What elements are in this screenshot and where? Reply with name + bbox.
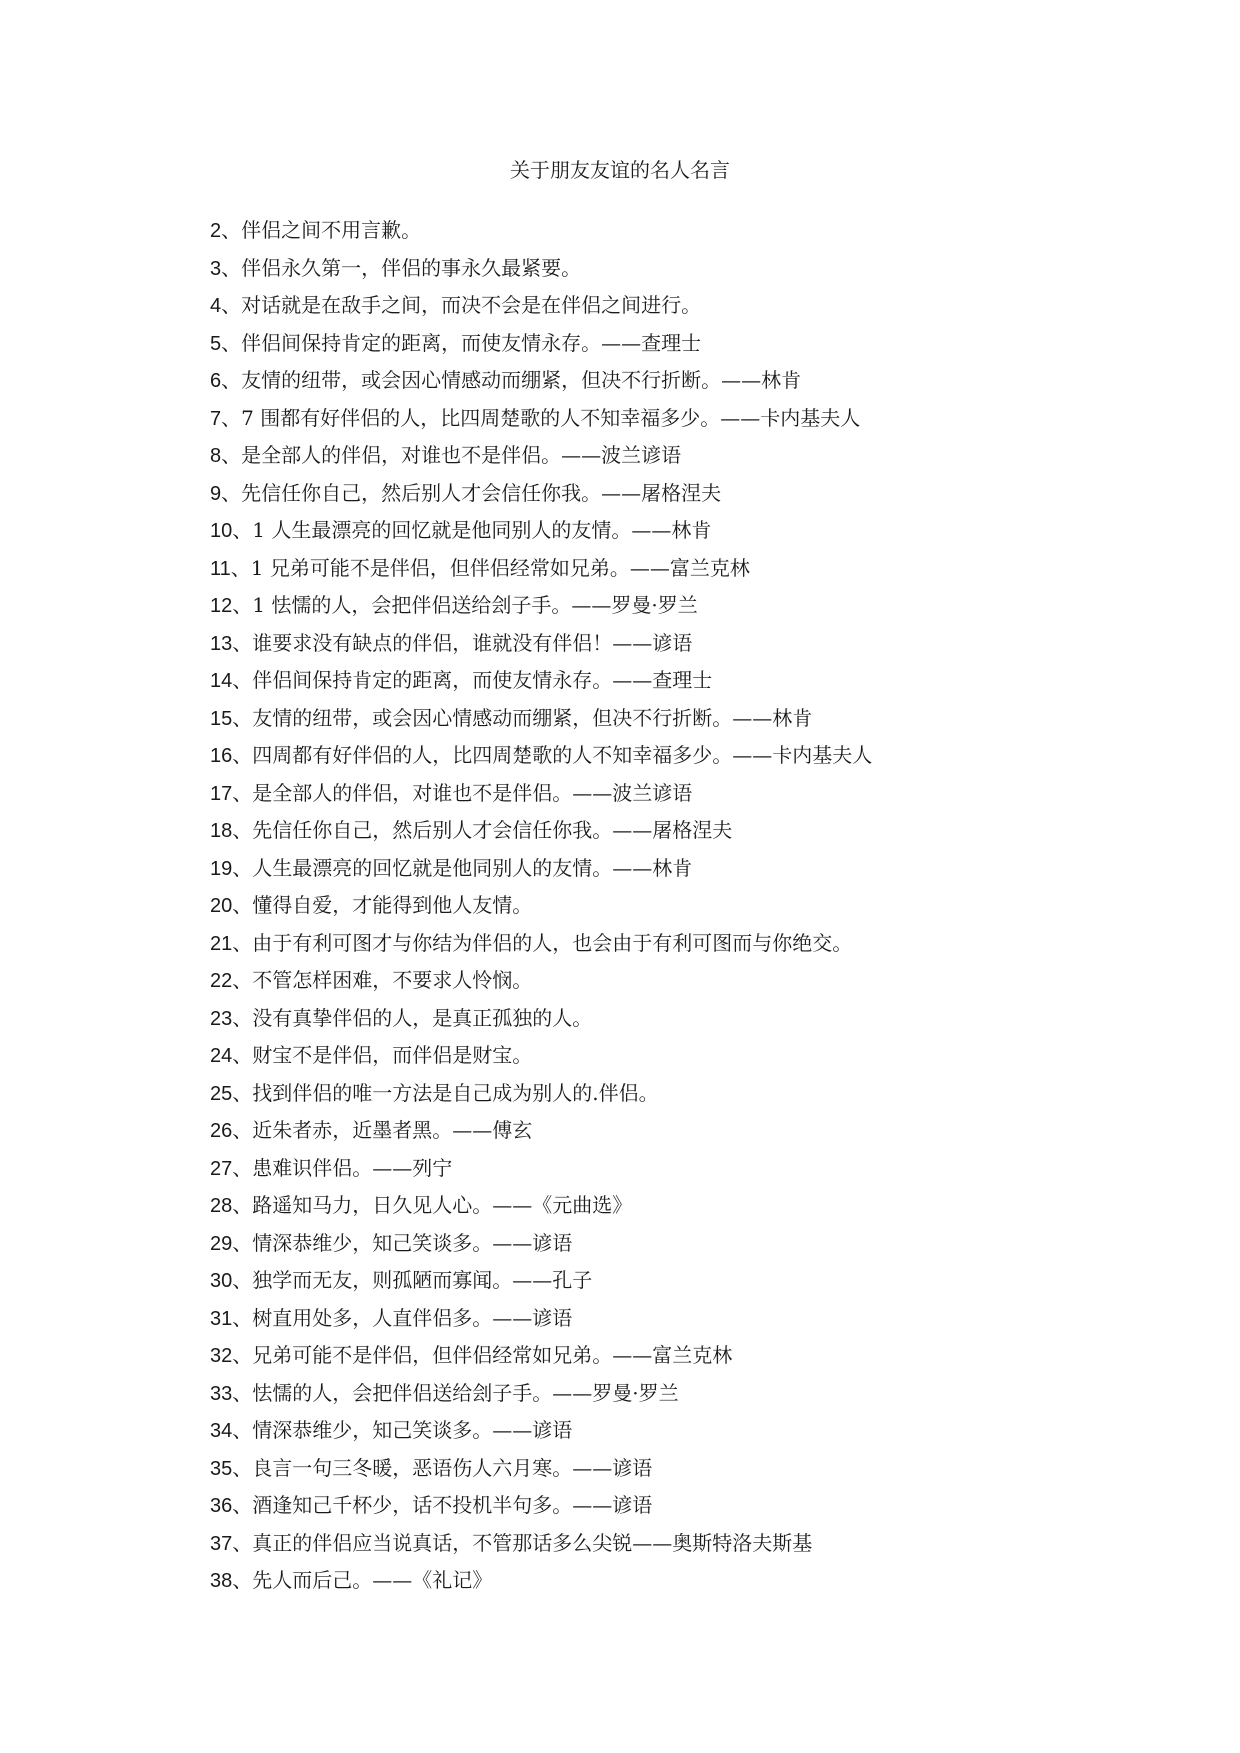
quote-number: 38 xyxy=(210,1570,233,1592)
quote-text: 、不管怎样困难，不要求人怜悯。 xyxy=(232,968,533,992)
list-item xyxy=(210,212,1190,250)
list-item xyxy=(210,1112,1190,1150)
list-item xyxy=(210,1150,1190,1188)
list-item xyxy=(210,887,1190,925)
list-item xyxy=(210,1562,1190,1600)
quote-text: 、7 围都有好伴侣的人，比四周楚歌的人不知幸福多少。——卡内基夫人 xyxy=(221,405,861,430)
list-item xyxy=(210,287,1190,325)
quote-text: 、伴侣间保持肯定的距离，而使友情永存。——查理士 xyxy=(232,668,713,692)
quote-text: 、伴侣永久第一，伴侣的事永久最紧要。 xyxy=(221,255,582,280)
quote-text: 、1 人生最漂亮的回忆就是他同别人的友情。——林肯 xyxy=(232,518,712,542)
quote-number: 30 xyxy=(210,1270,233,1292)
quote-text: 、患难识伴侣。——列宁 xyxy=(232,1155,453,1180)
quote-number: 19 xyxy=(210,857,233,880)
list-item xyxy=(210,475,1190,513)
quote-number: 13 xyxy=(210,632,233,655)
quote-number: 37 xyxy=(210,1532,233,1555)
quote-number: 15 xyxy=(210,707,233,730)
list-item xyxy=(210,1187,1190,1225)
quote-text: 、人生最漂亮的回忆就是他同别人的友情。——林肯 xyxy=(232,855,693,880)
quote-text: 、四周都有好伴侣的人，比四周楚歌的人不知幸福多少。——卡内基夫人 xyxy=(232,743,873,767)
list-item xyxy=(210,1075,1190,1113)
quote-text: 、先信任你自己，然后别人才会信任你我。——屠格涅夫 xyxy=(232,818,733,842)
quote-text: 、1 兄弟可能不是伴侣，但伴侣经常如兄弟。——富兰克林 xyxy=(230,555,750,580)
quote-text: 、1 怯懦的人，会把伴侣送给刽子手。——罗曼·罗兰 xyxy=(232,593,698,617)
quote-text: 、对话就是在敌手之间，而决不会是在伴侣之间进行。 xyxy=(221,293,702,317)
list-item xyxy=(210,1375,1190,1413)
list-item xyxy=(210,512,1190,550)
quote-number: 24 xyxy=(210,1045,233,1067)
quote-number: 36 xyxy=(210,1495,233,1517)
quote-text: 、情深恭维少，知己笑谈多。——谚语 xyxy=(232,1230,573,1255)
quote-number: 12 xyxy=(210,595,233,617)
quote-text: 、是全部人的伴侣，对谁也不是伴侣。——波兰谚语 xyxy=(232,780,693,805)
quote-number: 11 xyxy=(210,557,231,580)
quote-number: 35 xyxy=(210,1457,233,1480)
quote-text: 、是全部人的伴侣，对谁也不是伴侣。——波兰谚语 xyxy=(221,443,682,467)
quote-number: 7 xyxy=(210,407,222,430)
list-item xyxy=(210,1000,1190,1038)
quote-text: 、友情的纽带，或会因心情感动而绷紧，但决不行折断。——林肯 xyxy=(232,705,813,730)
quote-number: 10 xyxy=(210,520,233,542)
list-item xyxy=(210,1037,1190,1075)
quote-number: 31 xyxy=(210,1307,233,1330)
quote-number: 6 xyxy=(210,370,222,392)
quote-text: 、真正的伴侣应当说真话，不管那话多么尖锐——奥斯特洛夫斯基 xyxy=(232,1530,813,1555)
quote-number: 34 xyxy=(210,1420,233,1442)
quote-text: 、伴侣间保持肯定的距离，而使友情永存。——查理士 xyxy=(221,330,702,355)
list-item xyxy=(210,1450,1190,1488)
quote-number: 17 xyxy=(210,782,233,805)
quote-number: 32 xyxy=(210,1345,233,1367)
list-item xyxy=(210,1337,1190,1375)
quote-number: 26 xyxy=(210,1120,233,1142)
quote-text: 、近朱者赤，近墨者黑。——傅玄 xyxy=(232,1118,533,1142)
quote-text: 、独学而无友，则孤陋而寡闻。——孔子 xyxy=(232,1268,593,1292)
quote-number: 27 xyxy=(210,1157,233,1180)
quote-number: 18 xyxy=(210,820,233,842)
quote-number: 9 xyxy=(210,482,222,505)
quote-number: 20 xyxy=(210,895,233,917)
list-item xyxy=(210,1487,1190,1525)
quote-number: 3 xyxy=(210,257,222,280)
list-item xyxy=(210,250,1190,288)
list-item xyxy=(210,625,1190,663)
quote-text: 、伴侣之间不用言歉。 xyxy=(221,218,422,242)
quote-number: 29 xyxy=(210,1232,233,1255)
quote-number: 33 xyxy=(210,1382,233,1405)
list-item xyxy=(210,962,1190,1000)
list-item xyxy=(210,1300,1190,1338)
quote-text: 、由于有利可图才与你结为伴侣的人，也会由于有利可图而与你绝交。 xyxy=(232,930,853,955)
list-item xyxy=(210,550,1190,588)
quote-text: 、酒逢知己千杯少，话不投机半句多。——谚语 xyxy=(232,1493,653,1517)
quote-text: 、怯懦的人，会把伴侣送给刽子手。——罗曼·罗兰 xyxy=(232,1380,679,1405)
list-item xyxy=(210,812,1190,850)
list-item xyxy=(210,775,1190,813)
quote-text: 、先信任你自己，然后别人才会信任你我。——屠格涅夫 xyxy=(221,480,722,505)
quote-text: 、兄弟可能不是伴侣，但伴侣经常如兄弟。——富兰克林 xyxy=(232,1343,733,1367)
quote-list xyxy=(210,212,1190,1600)
quote-text: 、情深恭维少，知己笑谈多。——谚语 xyxy=(232,1418,573,1442)
list-item xyxy=(210,700,1190,738)
quote-text: 、路遥知马力，日久见人心。——《元曲选》 xyxy=(232,1193,633,1217)
quote-number: 2 xyxy=(210,220,222,242)
document-title: 关于朋友友谊的名人名言 xyxy=(510,158,730,182)
list-item xyxy=(210,1262,1190,1300)
quote-number: 21 xyxy=(210,932,233,955)
quote-text: 、树直用处多，人直伴侣多。——谚语 xyxy=(232,1305,573,1330)
list-item xyxy=(210,325,1190,363)
quote-text: 、财宝不是伴侣，而伴侣是财宝。 xyxy=(232,1043,533,1067)
list-item xyxy=(210,662,1190,700)
list-item xyxy=(210,1412,1190,1450)
list-item xyxy=(210,1525,1190,1563)
quote-number: 28 xyxy=(210,1195,233,1217)
quote-number: 5 xyxy=(210,332,222,355)
list-item xyxy=(210,362,1190,400)
quote-text: 、没有真挚伴侣的人，是真正孤独的人。 xyxy=(232,1005,593,1030)
quote-text: 、谁要求没有缺点的伴侣，谁就没有伴侣！——谚语 xyxy=(232,630,693,655)
quote-number: 4 xyxy=(210,295,222,317)
quote-text: 、友情的纽带，或会因心情感动而绷紧，但决不行折断。——林肯 xyxy=(221,368,802,392)
list-item xyxy=(210,737,1190,775)
list-item xyxy=(210,850,1190,888)
quote-text: 、先人而后己。——《礼记》 xyxy=(232,1568,493,1592)
list-item xyxy=(210,437,1190,475)
list-item xyxy=(210,1225,1190,1263)
list-item xyxy=(210,587,1190,625)
quote-number: 23 xyxy=(210,1007,233,1030)
quote-number: 16 xyxy=(210,745,233,767)
quote-number: 22 xyxy=(210,970,233,992)
quote-text: 、良言一句三冬暖，恶语伤人六月寒。——谚语 xyxy=(232,1455,653,1480)
quote-text: 、懂得自爱，才能得到他人友情。 xyxy=(232,893,533,917)
list-item xyxy=(210,925,1190,963)
quote-number: 8 xyxy=(210,445,222,467)
list-item xyxy=(210,400,1190,438)
quote-text: 、找到伴侣的唯一方法是自己成为别人的.伴侣。 xyxy=(232,1080,659,1105)
quote-number: 25 xyxy=(210,1082,233,1105)
quote-number: 14 xyxy=(210,670,233,692)
